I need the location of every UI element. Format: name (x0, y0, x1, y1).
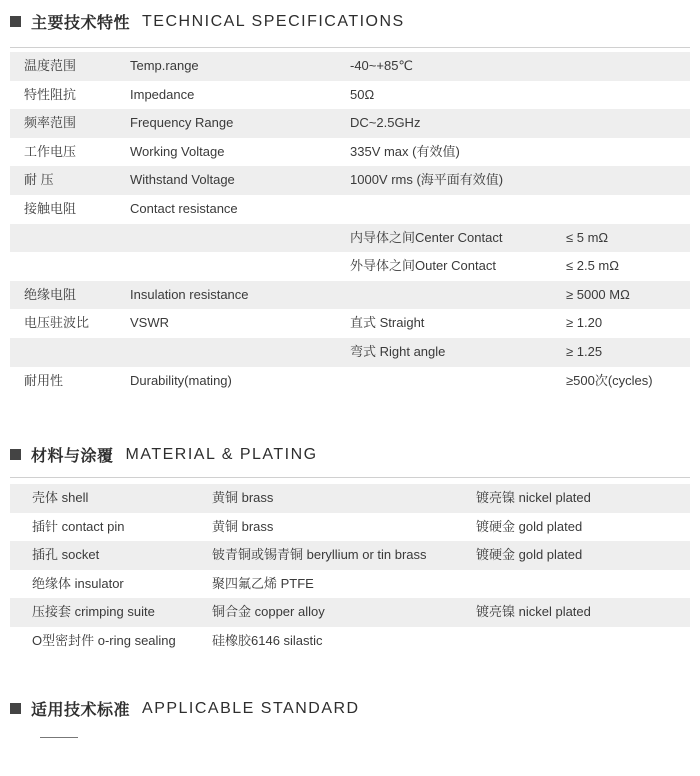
spec-limit: ≤ 5 mΩ (566, 229, 609, 245)
material-heading (10, 443, 318, 466)
square-bullet-icon (10, 703, 21, 714)
material-part: O型密封件 o-ring sealing (32, 632, 176, 648)
spec-row (10, 81, 690, 110)
material-plating: 镀亮镍 nickel plated (476, 604, 591, 620)
spec-value: 1000V rms (海平面有效值) (350, 172, 504, 188)
standard-title-en: APPLICABLE STANDARD (142, 699, 360, 717)
spec-label-en: VSWR (130, 315, 169, 331)
spec-row (10, 138, 690, 167)
divider (10, 47, 690, 48)
spec-label-cn: 耐 压 (24, 172, 54, 188)
spec-label-en: Durability(mating) (130, 372, 232, 388)
material-material: 聚四氟乙烯 PTFE (212, 575, 314, 591)
spec-label-cn: 工作电压 (24, 143, 77, 159)
material-plating: 镀硬金 gold plated (476, 547, 583, 563)
spec-limit: ≥500次(cycles) (566, 372, 653, 388)
spec-row (10, 281, 690, 310)
material-row (10, 513, 690, 542)
spec-label-en: Temp.range (130, 58, 199, 73)
tech-spec-title-en: TECHNICAL SPECIFICATIONS (142, 12, 405, 30)
material-part: 压接套 crimping suite (32, 604, 155, 620)
spec-value: 直式 Straight (350, 315, 425, 331)
material-material: 黄铜 brass (212, 490, 274, 505)
material-material: 铜合金 copper alloy (212, 604, 325, 620)
spec-value: 内导体之间Center Contact (350, 229, 503, 245)
material-part: 绝缘体 insulator (32, 575, 124, 591)
spec-row (10, 52, 690, 81)
material-part: 壳体 shell (32, 490, 89, 505)
spec-label-en: Insulation resistance (130, 286, 249, 302)
tech-spec-table (10, 52, 690, 395)
spec-label-cn: 电压驻波比 (24, 315, 90, 331)
tech-spec-title-cn: 主要技术特性 (31, 15, 131, 32)
spec-label-cn: 温度范围 (24, 58, 77, 73)
spec-value: 外导体之间Outer Contact (350, 258, 496, 274)
spec-row (10, 224, 690, 253)
material-material: 硅橡胶6146 silastic (212, 632, 323, 648)
spec-label-cn: 特性阻抗 (24, 86, 77, 102)
material-row (10, 570, 690, 599)
spec-label-cn: 接触电阻 (24, 200, 77, 216)
spec-row (10, 195, 690, 224)
spec-label-en: Working Voltage (130, 143, 225, 159)
spec-value: 50Ω (350, 86, 375, 102)
material-part: 插孔 socket (32, 547, 100, 563)
spec-label-cn: 频率范围 (24, 115, 77, 131)
material-plating: 镀硬金 gold plated (476, 518, 583, 534)
spec-label-en: Withstand Voltage (130, 172, 235, 188)
material-title-en: MATERIAL & PLATING (125, 445, 318, 463)
spec-value: DC~2.5GHz (350, 115, 421, 131)
spec-label-en: Frequency Range (130, 115, 234, 131)
standard-title-cn: 适用技术标准 (31, 702, 131, 719)
material-row (10, 484, 690, 513)
square-bullet-icon (10, 449, 21, 460)
material-row (10, 598, 690, 627)
spec-row (10, 309, 690, 338)
material-plating: 镀亮镍 nickel plated (476, 490, 591, 505)
spec-limit: ≥ 5000 MΩ (566, 286, 630, 302)
material-table (10, 484, 690, 656)
spec-value: 335V max (有效值) (350, 143, 460, 159)
material-row (10, 627, 690, 656)
spec-label-en: Impedance (130, 86, 195, 102)
spec-label-en: Contact resistance (130, 200, 238, 216)
spec-row (10, 367, 690, 396)
spec-row (10, 166, 690, 195)
material-material: 铍青铜或锡青铜 beryllium or tin brass (212, 547, 427, 563)
spec-row (10, 338, 690, 367)
short-divider (40, 737, 78, 738)
spec-row (10, 252, 690, 281)
spec-label-cn: 绝缘电阻 (24, 286, 77, 302)
material-material: 黄铜 brass (212, 518, 274, 534)
spec-limit: ≥ 1.20 (566, 315, 603, 331)
spec-row (10, 109, 690, 138)
divider (10, 477, 690, 478)
square-bullet-icon (10, 16, 21, 27)
material-row (10, 541, 690, 570)
spec-limit: ≥ 1.25 (566, 343, 603, 359)
spec-limit: ≤ 2.5 mΩ (566, 258, 619, 274)
material-title-cn: 材料与涂覆 (31, 448, 114, 465)
spec-label-cn: 耐用性 (24, 372, 64, 388)
spec-value: -40~+85℃ (350, 58, 414, 73)
material-part: 插针 contact pin (32, 518, 125, 534)
standard-heading (10, 697, 360, 720)
tech-spec-heading (10, 10, 405, 33)
spec-value: 弯式 Right angle (350, 343, 446, 359)
